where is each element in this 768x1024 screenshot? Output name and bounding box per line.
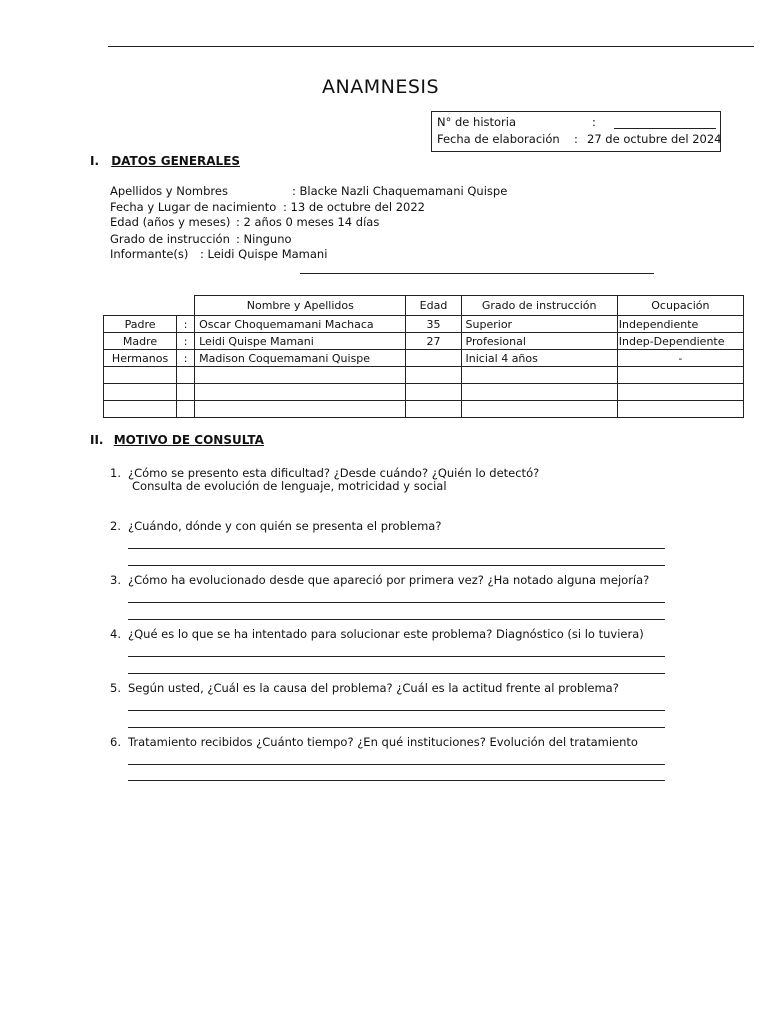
answer-line[interactable]: [128, 619, 665, 620]
cell-age[interactable]: [406, 384, 461, 401]
table-row: [104, 333, 744, 350]
fecha-elaboracion-label: Fecha de elaboración: [437, 132, 560, 146]
field-value-apellidos: : Blacke Nazli Chaquemamani Quispe: [292, 184, 508, 198]
table-row: [104, 401, 744, 418]
field-label-apellidos: Apellidos y Nombres: [110, 184, 228, 198]
cell-relation: Hermanos: [104, 350, 177, 367]
cell-grade: Superior: [461, 316, 617, 333]
cell-relation: Padre: [104, 316, 177, 333]
cell-age: 27: [406, 333, 461, 350]
historia-number-blank[interactable]: [614, 128, 716, 129]
cell-sep: [177, 384, 195, 401]
cell-relation[interactable]: [104, 384, 177, 401]
answer-line[interactable]: [128, 673, 665, 674]
question-number: 6.: [110, 735, 121, 749]
cell-occupation[interactable]: [617, 401, 743, 418]
cell-occupation: Indep-Dependiente: [617, 333, 743, 350]
question-text: ¿Cuándo, dónde y con quién se presenta el problema?: [128, 519, 442, 533]
cell-name: Leidi Quispe Mamani: [195, 333, 406, 350]
section-1-title: DATOS GENERALES: [111, 154, 241, 168]
fecha-elaboracion-sep: :: [574, 132, 578, 146]
answer-line[interactable]: [128, 727, 665, 728]
cell-name[interactable]: [195, 401, 406, 418]
table-row: [104, 384, 744, 401]
historia-number-sep: :: [592, 115, 596, 129]
section-1-number: I.: [90, 154, 100, 168]
cell-grade[interactable]: [461, 367, 617, 384]
field-value-grado: : Ninguno: [236, 232, 292, 246]
answer-line[interactable]: [128, 780, 665, 781]
header-edad: Edad: [406, 296, 461, 316]
section-2-title: MOTIVO DE CONSULTA: [113, 433, 264, 447]
cell-age[interactable]: [406, 401, 461, 418]
cell-grade[interactable]: [461, 384, 617, 401]
header-nombre: Nombre y Apellidos: [195, 296, 406, 316]
cell-grade[interactable]: [461, 401, 617, 418]
answer-line[interactable]: [128, 565, 665, 566]
datos-generales-rule: [300, 273, 654, 274]
cell-relation[interactable]: [104, 367, 177, 384]
answer-line[interactable]: [128, 710, 665, 711]
answer-line[interactable]: [128, 764, 665, 765]
question-number: 2.: [110, 519, 121, 533]
cell-age: [406, 350, 461, 367]
cell-grade: Inicial 4 años: [461, 350, 617, 367]
header-ocupacion: Ocupación: [617, 296, 743, 316]
field-label-informante: Informante(s): [110, 247, 189, 261]
family-table: [103, 295, 744, 418]
cell-sep: [177, 401, 195, 418]
question-number: 1.: [110, 466, 121, 480]
header-blank: [177, 296, 195, 316]
question-text: Según usted, ¿Cuál es la causa del problema? ¿Cuál es la actitud frente al problema?: [128, 681, 619, 695]
table-row: [104, 316, 744, 333]
cell-sep: :: [177, 350, 195, 367]
cell-name[interactable]: [195, 384, 406, 401]
historia-number-label: N° de historia: [437, 115, 517, 129]
cell-grade: Profesional: [461, 333, 617, 350]
family-table-header-row: [104, 296, 744, 316]
section-2-heading: [90, 433, 264, 447]
question-number: 3.: [110, 573, 121, 587]
cell-name: Oscar Choquemamani Machaca: [195, 316, 406, 333]
fecha-elaboracion-value: 27 de octubre del 2024: [587, 132, 722, 146]
cell-occupation: Independiente: [617, 316, 743, 333]
cell-sep: :: [177, 316, 195, 333]
question-text: ¿Cómo ha evolucionado desde que apareció por primera vez? ¿Ha notado alguna mejoría?: [128, 573, 650, 587]
cell-relation: Madre: [104, 333, 177, 350]
table-row: [104, 367, 744, 384]
historia-box: [431, 111, 721, 152]
cell-name: Madison Coquemamani Quispe: [195, 350, 406, 367]
field-value-nacimiento: : 13 de octubre del 2022: [283, 200, 426, 214]
table-row: [104, 350, 744, 367]
question-number: 4.: [110, 627, 121, 641]
cell-name[interactable]: [195, 367, 406, 384]
header-blank: [104, 296, 177, 316]
field-label-nacimiento: Fecha y Lugar de nacimiento: [110, 200, 277, 214]
question-text: Tratamiento recibidos ¿Cuánto tiempo? ¿En qué instituciones? Evolución del tratamiento: [128, 735, 638, 749]
question-text: ¿Qué es lo que se ha intentado para solucionar este problema? Diagnóstico (si lo tuviera): [128, 627, 644, 641]
question-answer: Consulta de evolución de lenguaje, motricidad y social: [132, 479, 447, 493]
section-1-heading: [90, 154, 240, 168]
cell-sep: [177, 367, 195, 384]
answer-line[interactable]: [128, 656, 665, 657]
cell-occupation[interactable]: [617, 384, 743, 401]
cell-age[interactable]: [406, 367, 461, 384]
cell-sep: :: [177, 333, 195, 350]
answer-line[interactable]: [128, 548, 665, 549]
cell-occupation[interactable]: [617, 367, 743, 384]
field-label-grado: Grado de instrucción: [110, 232, 230, 246]
section-2-number: II.: [90, 433, 104, 447]
field-label-edad: Edad (años y meses): [110, 215, 231, 229]
header-grado: Grado de instrucción: [461, 296, 617, 316]
cell-age: 35: [406, 316, 461, 333]
cell-relation[interactable]: [104, 401, 177, 418]
cell-occupation: -: [617, 350, 743, 367]
header-rule: [108, 46, 754, 47]
question-text: ¿Cómo se presento esta dificultad? ¿Desde cuándo? ¿Quién lo detectó?: [128, 466, 540, 480]
page-title: ANAMNESIS: [322, 76, 440, 98]
field-value-informante: : Leidi Quispe Mamani: [200, 247, 328, 261]
answer-line[interactable]: [128, 602, 665, 603]
question-number: 5.: [110, 681, 121, 695]
field-value-edad: : 2 años 0 meses 14 días: [236, 215, 380, 229]
